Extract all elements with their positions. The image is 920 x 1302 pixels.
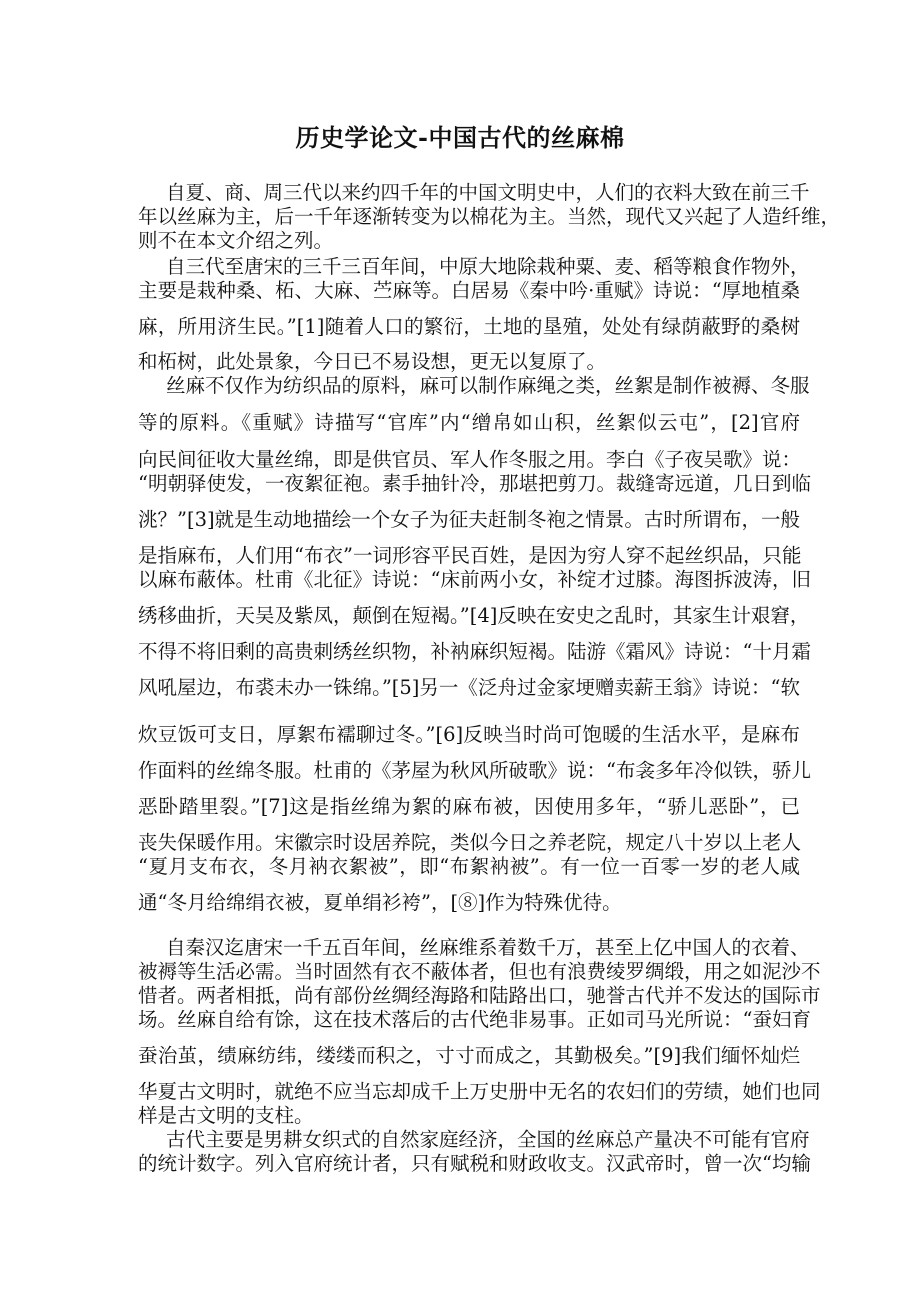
text-line: 被褥等生活必需。当时固然有衣不蔽体者，但也有浪费绫罗绸缎，用之如泥沙不 xyxy=(138,960,821,983)
text-line: 惜者。两者相抵，尚有部份丝绸经海路和陆路出口，驰誉古代并不发达的国际市 xyxy=(138,984,821,1007)
text-line: 自秦汉迄唐宋一千五百年间，丝麻维系着数千万，甚至上亿中国人的衣着、 xyxy=(166,936,810,959)
text-line: 向民间征收大量丝绵，即是供官员、军人作冬服之用。李白《子夜吴歌》说： xyxy=(138,448,802,471)
text-line: 等的原料。《重赋》诗描写“官库”内“缯帛如山积，丝絮似云屯”，[2]官府 xyxy=(138,411,800,434)
text-line: 麻，所用济生民。”[1]随着人口的繁衍，土地的垦殖，处处有绿荫蔽野的桑树 xyxy=(138,315,800,338)
text-line: 自三代至唐宋的三千三百年间，中原大地除栽种粟、麦、稻等粮食作物外， xyxy=(166,255,810,278)
text-line: 风吼屋边，布裘未办一铢绵。”[5]另一《泛舟过金家埂赠卖薪王翁》诗说：“软 xyxy=(138,676,800,699)
page-title: 历史学论文-中国古代的丝麻棉 xyxy=(295,123,625,152)
text-line: 年以丝麻为主，后一千年逐渐转变为以棉花为主。当然，现代又兴起了人造纤维， xyxy=(138,205,841,228)
text-line: 和柘树，此处景象，今日已不易设想，更无以复原了。 xyxy=(138,350,607,373)
text-line: 丝麻不仅作为纺织品的原料，麻可以制作麻绳之类，丝絮是制作被褥、冬服 xyxy=(166,374,810,397)
text-line: 以麻布蔽体。杜甫《北征》诗说：“床前两小女，补绽才过膝。海图拆波涛，旧 xyxy=(138,568,811,591)
text-line: 洮？”[3]就是生动地描绘一个女子为征夫赶制冬袍之情景。古时所谓布，一般 xyxy=(138,508,800,531)
text-line: 作面料的丝绵冬服。杜甫的《茅屋为秋风所破歌》说：“布衾多年冷似铁，骄儿 xyxy=(138,759,811,782)
text-line: 炊豆饭可支日，厚絮布襦聊过冬。”[6]反映当时尚可饱暖的生活水平，是麻布 xyxy=(138,723,800,746)
text-line: 蚕治茧，绩麻纺纬，缕缕而积之，寸寸而成之，其勤极矣。”[9]我们缅怀灿烂 xyxy=(138,1044,800,1067)
text-line: “明朝驿使发，一夜絮征袍。素手抽针冷，那堪把剪刀。裁缝寄远道，几日到临 xyxy=(138,472,811,495)
text-line: 样是古文明的支柱。 xyxy=(138,1104,314,1127)
text-line: 主要是栽种桑、柘、大麻、苎麻等。白居易《秦中吟·重赋》诗说：“厚地植桑 xyxy=(138,279,800,302)
text-line: 华夏古文明时，就绝不应当忘却成千上万史册中无名的农妇们的劳绩，她们也同 xyxy=(138,1080,821,1103)
text-line: 不得不将旧剩的高贵刺绣丝织物，补衲麻织短褐。陆游《霜风》诗说：“十月霜 xyxy=(138,640,811,663)
text-line: 古代主要是男耕女织式的自然家庭经济，全国的丝麻总产量决不可能有官府 xyxy=(166,1128,810,1151)
text-line: 丧失保暖作用。宋徽宗时设居养院，类似今日之养老院，规定八十岁以上老人 xyxy=(138,831,802,854)
text-line: 通“冬月给绵绢衣被，夏单绢衫袴”，[⑧]作为特殊优待。 xyxy=(138,891,622,914)
text-line: 绣移曲折，天吴及紫凤，颠倒在短褐。”[4]反映在安史之乱时，其家生计艰窘， xyxy=(138,604,810,627)
text-line: 是指麻布，人们用“布衣”一词形容平民百姓，是因为穷人穿不起丝织品，只能 xyxy=(138,544,802,567)
text-line: 自夏、商、周三代以来约四千年的中国文明史中，人们的衣料大致在前三千 xyxy=(166,181,810,204)
text-line: 场。丝麻自给有馀，这在技术落后的古代绝非易事。正如司马光所说：“蚕妇育 xyxy=(138,1008,811,1031)
text-line: 恶卧踏里裂。”[7]这是指丝绵为絮的麻布被，因使用多年，“骄儿恶卧”，已 xyxy=(138,795,800,818)
text-line: “夏月支布衣，冬月衲衣絮被”，即“布絮衲被”。有一位一百零一岁的老人咸 xyxy=(138,855,800,878)
text-line: 则不在本文介绍之列。 xyxy=(138,229,334,252)
text-line: 的统计数字。列入官府统计者，只有赋税和财政收支。汉武帝时，曾一次“均输 xyxy=(138,1152,811,1175)
